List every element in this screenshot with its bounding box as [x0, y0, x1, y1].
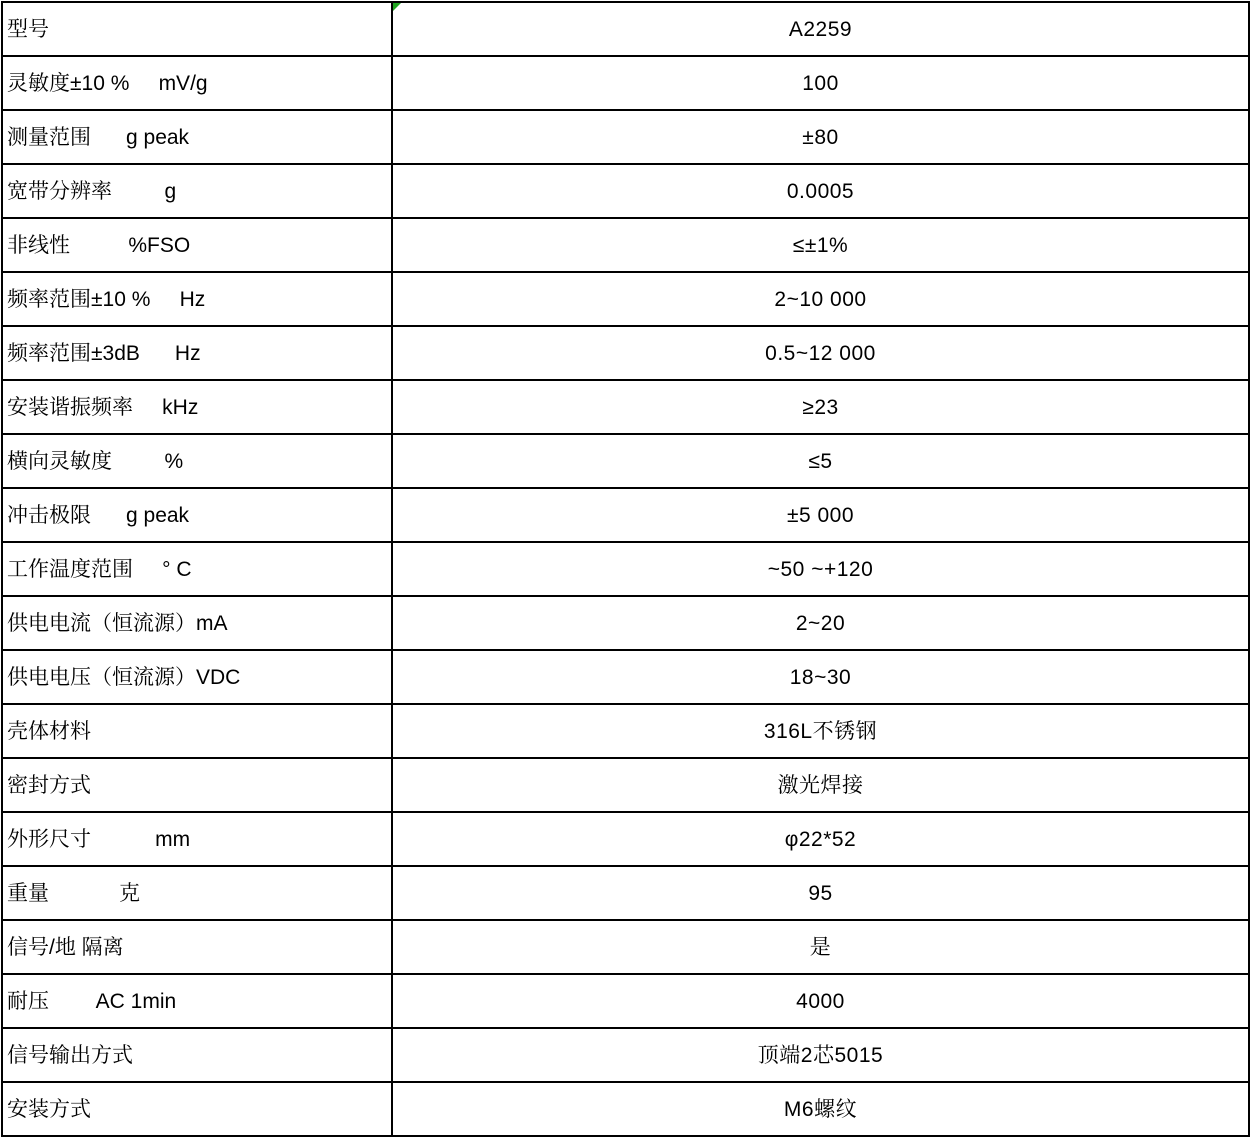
value-text: ≤±1% [792, 233, 849, 257]
value-cell [392, 326, 1249, 380]
spec-table [1, 1, 1250, 1137]
value-text: 4000 [796, 989, 845, 1013]
value-text: ±80 [802, 125, 839, 149]
param-unit: ±10 % mV/g [70, 71, 208, 95]
param-name: 密封方式 [7, 773, 91, 797]
param-cell [2, 434, 392, 488]
value-cell [392, 164, 1249, 218]
table-row [2, 1028, 1249, 1082]
table-row [2, 380, 1249, 434]
param-unit: ° C [133, 557, 192, 581]
value-text: 0.0005 [786, 179, 855, 203]
param-name: 耐压 [7, 989, 49, 1013]
value-cell [392, 542, 1249, 596]
param-cell [2, 380, 392, 434]
table-row [2, 596, 1249, 650]
param-cell [2, 164, 392, 218]
table-row [2, 218, 1249, 272]
param-cell [2, 650, 392, 704]
table-row [2, 2, 1249, 56]
value-cell [392, 1028, 1249, 1082]
param-unit: g [112, 179, 177, 203]
value-cell [392, 56, 1249, 110]
value-text: M6螺纹 [783, 1097, 858, 1121]
value-cell [392, 488, 1249, 542]
param-cell [2, 218, 392, 272]
table-row [2, 110, 1249, 164]
table-row [2, 56, 1249, 110]
table-row [2, 488, 1249, 542]
param-name: 冲击极限 [7, 503, 91, 527]
param-name: 非线性 [7, 233, 70, 257]
value-text: 316L不锈钢 [763, 719, 878, 743]
param-unit: ±10 % Hz [91, 287, 206, 311]
param-name: 供电电流（恒流源） [7, 611, 196, 635]
param-name: 供电电压（恒流源） [7, 665, 196, 689]
table-row [2, 326, 1249, 380]
param-name: 信号输出方式 [7, 1043, 133, 1067]
table-row [2, 272, 1249, 326]
value-text: 是 [809, 935, 832, 959]
param-cell [2, 1028, 392, 1082]
param-cell [2, 974, 392, 1028]
value-text: 0.5~12 000 [765, 341, 876, 365]
table-row [2, 164, 1249, 218]
param-name: 重量 [7, 881, 49, 905]
table-row [2, 434, 1249, 488]
value-text: 激光焊接 [777, 773, 864, 797]
param-cell [2, 488, 392, 542]
table-row [2, 920, 1249, 974]
param-name: 灵敏度 [7, 71, 70, 95]
value-text: ≤5 [808, 449, 833, 473]
cell-marker-icon [393, 3, 401, 11]
value-cell [392, 812, 1249, 866]
value-cell [392, 758, 1249, 812]
value-cell [392, 2, 1249, 56]
param-name: 测量范围 [7, 125, 91, 149]
value-text: 18~30 [789, 665, 852, 689]
value-cell [392, 650, 1249, 704]
value-text: φ22*52 [784, 827, 857, 851]
param-cell [2, 812, 392, 866]
param-cell [2, 596, 392, 650]
value-cell [392, 380, 1249, 434]
spec-table-body [2, 2, 1249, 1136]
param-unit: kHz [133, 395, 199, 419]
value-text: ~50 ~+120 [767, 557, 874, 581]
value-text: 100 [802, 71, 839, 95]
param-unit: VDC [196, 665, 241, 689]
value-cell [392, 596, 1249, 650]
param-unit: ±3dB Hz [91, 341, 201, 365]
param-name: 信号/地 [7, 935, 76, 959]
param-unit: 克 [49, 881, 141, 905]
value-text: 95 [808, 881, 833, 905]
param-unit: % [112, 449, 184, 473]
value-cell [392, 866, 1249, 920]
value-cell [392, 1082, 1249, 1136]
param-cell [2, 56, 392, 110]
value-text: ≥23 [802, 395, 839, 419]
param-unit: %FSO [70, 233, 191, 257]
value-cell [392, 920, 1249, 974]
param-cell [2, 2, 392, 56]
param-name: 横向灵敏度 [7, 449, 112, 473]
table-row [2, 758, 1249, 812]
param-cell [2, 704, 392, 758]
param-unit: mA [196, 611, 228, 635]
param-name: 安装方式 [7, 1097, 91, 1121]
param-cell [2, 272, 392, 326]
param-name: 工作温度范围 [7, 557, 133, 581]
param-unit: g peak [91, 125, 190, 149]
table-row [2, 1082, 1249, 1136]
param-cell [2, 326, 392, 380]
param-cell [2, 542, 392, 596]
param-name: 频率范围 [7, 341, 91, 365]
value-cell [392, 110, 1249, 164]
value-text: 2~10 000 [774, 287, 867, 311]
param-unit: mm [91, 827, 191, 851]
param-name: 安装谐振频率 [7, 395, 133, 419]
param-name: 频率范围 [7, 287, 91, 311]
table-row [2, 650, 1249, 704]
param-cell [2, 920, 392, 974]
table-row [2, 974, 1249, 1028]
value-text: ±5 000 [786, 503, 855, 527]
value-cell [392, 218, 1249, 272]
table-row [2, 704, 1249, 758]
value-cell [392, 974, 1249, 1028]
param-unit: g peak [91, 503, 190, 527]
param-cell [2, 866, 392, 920]
value-text: A2259 [788, 17, 853, 41]
param-cell [2, 1082, 392, 1136]
param-cell [2, 110, 392, 164]
param-cell [2, 758, 392, 812]
param-name: 宽带分辨率 [7, 179, 112, 203]
param-unit: 隔离 [75, 935, 124, 959]
value-text: 顶端2芯5015 [757, 1043, 884, 1067]
table-row [2, 542, 1249, 596]
param-name: 壳体材料 [7, 719, 91, 743]
value-text: 2~20 [795, 611, 846, 635]
value-cell [392, 704, 1249, 758]
value-cell [392, 272, 1249, 326]
table-row [2, 866, 1249, 920]
param-unit: AC 1min [49, 989, 177, 1013]
param-name: 外形尺寸 [7, 827, 91, 851]
value-cell [392, 434, 1249, 488]
table-row [2, 812, 1249, 866]
param-name: 型号 [7, 17, 49, 41]
